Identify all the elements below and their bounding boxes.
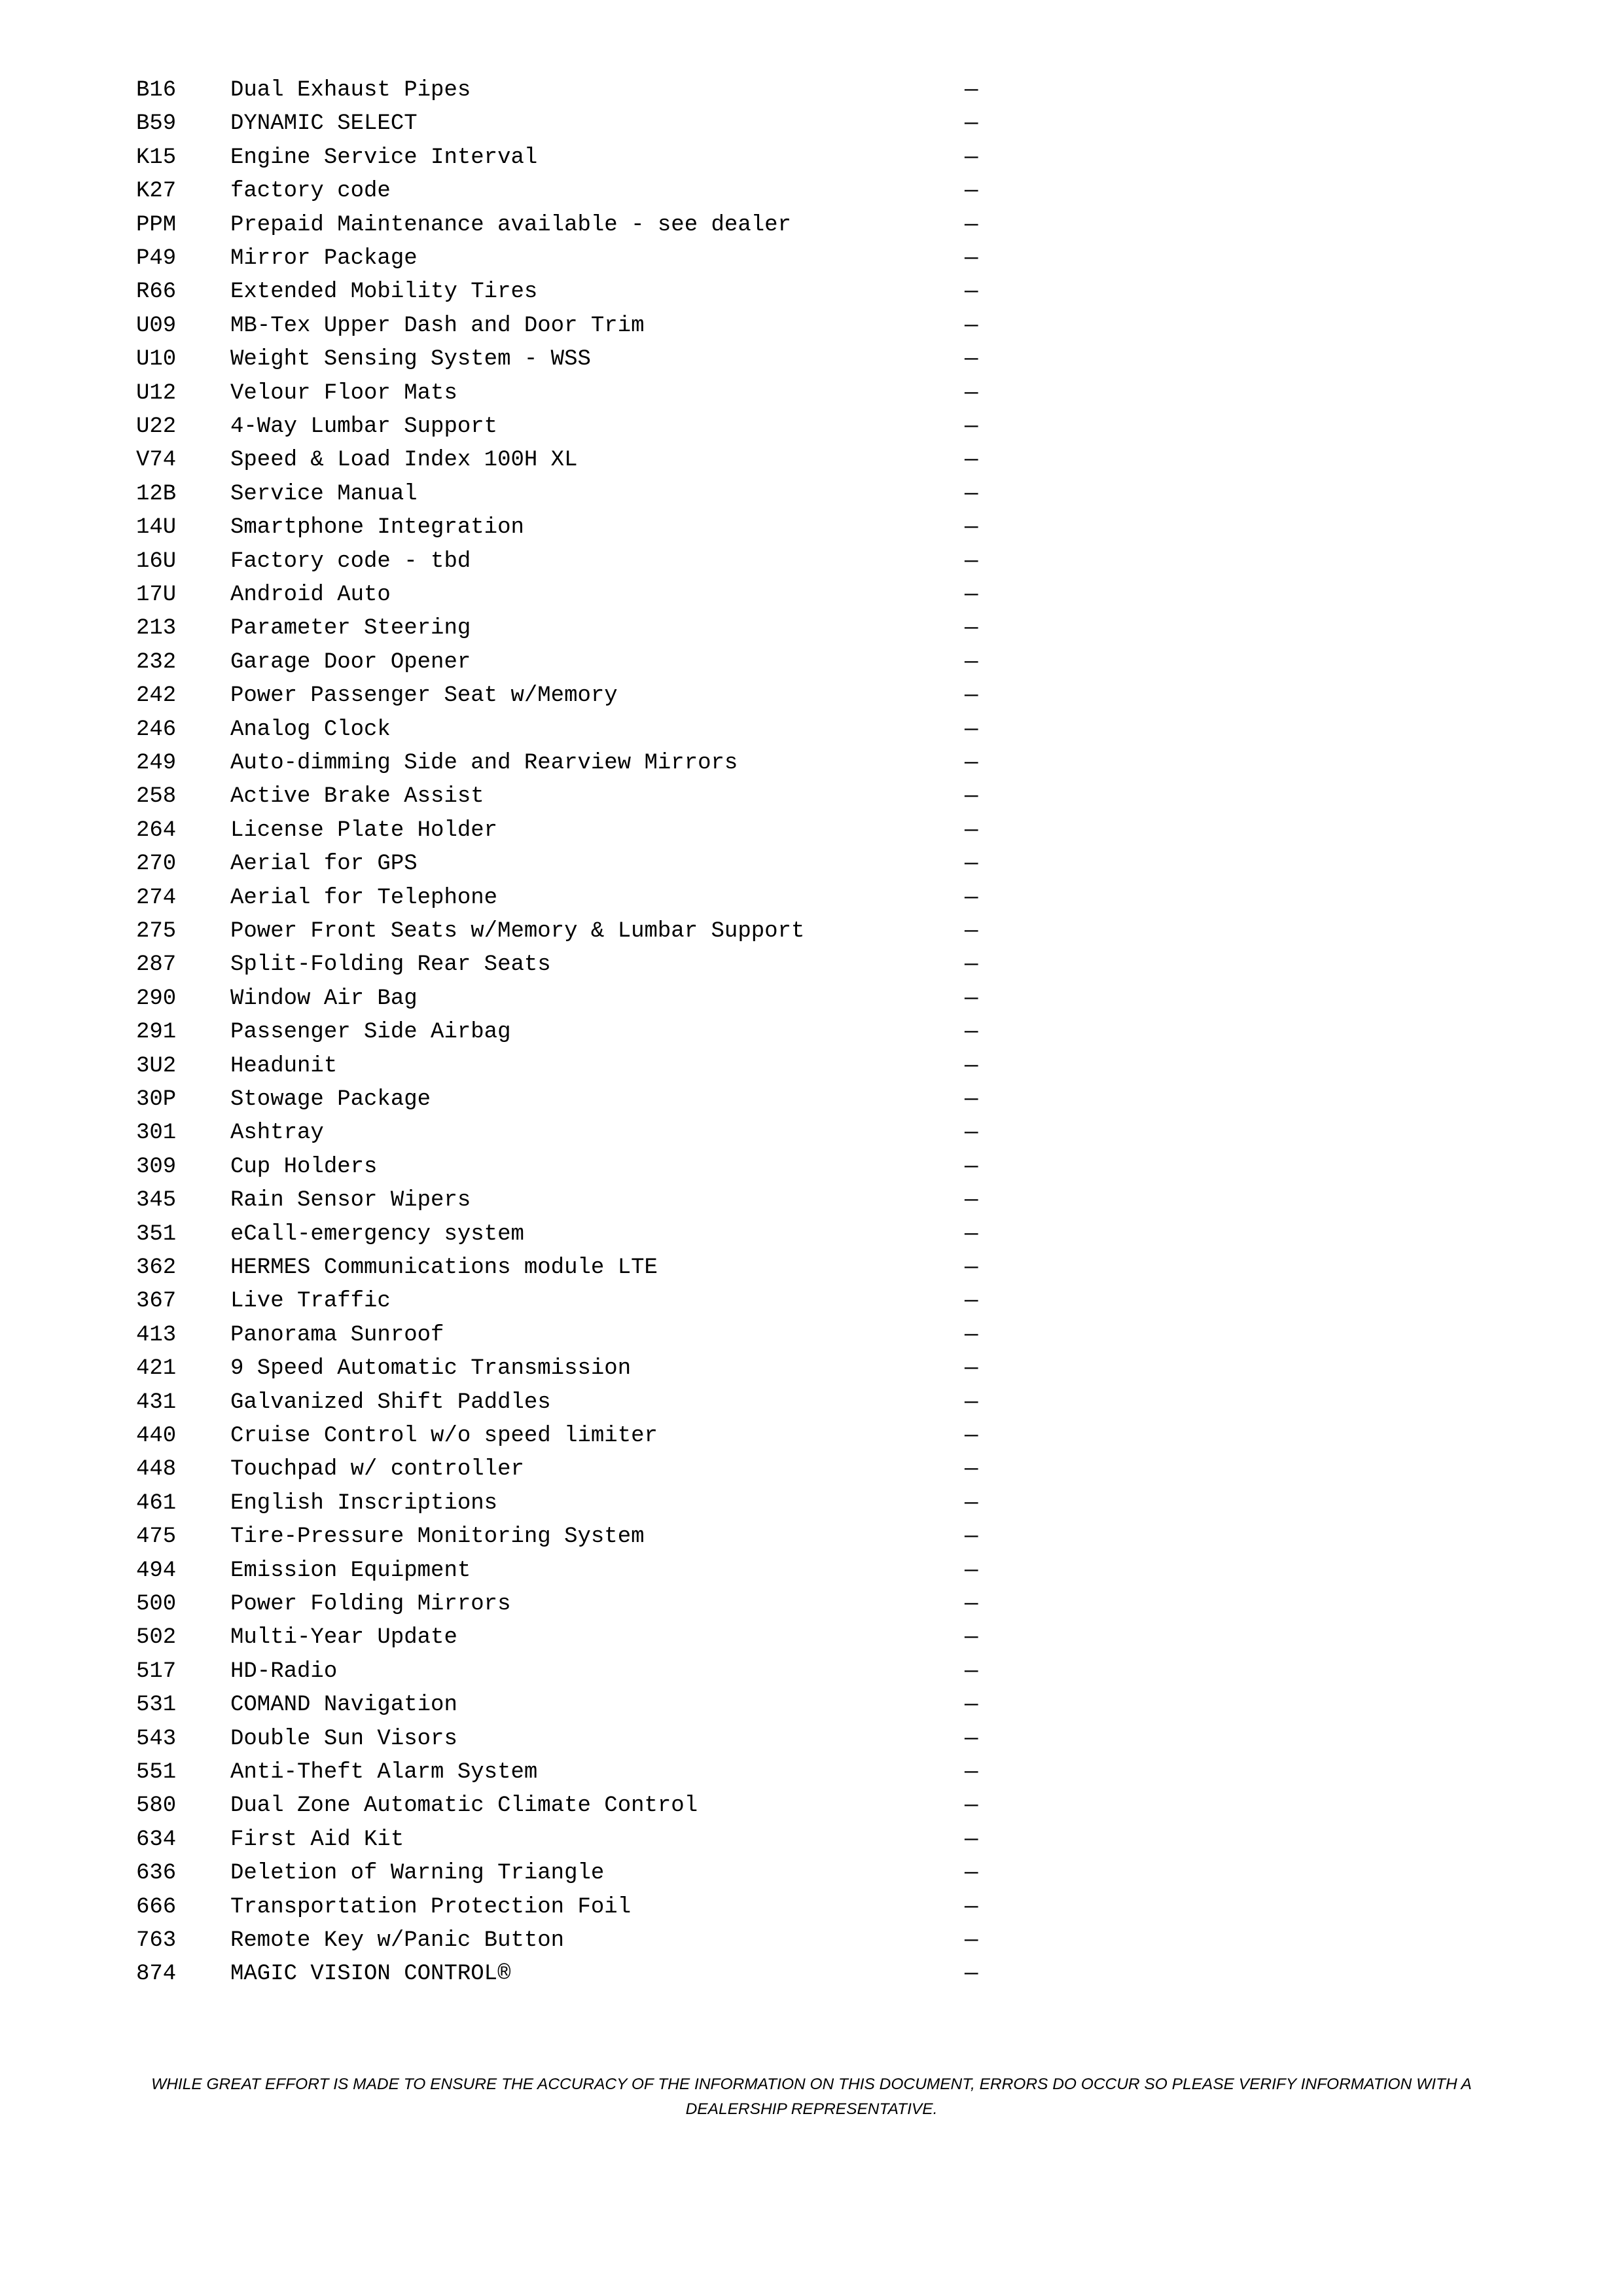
option-row [0,713,1623,747]
option-description: Window Air Bag [230,986,418,1011]
option-description: MAGIC VISION CONTROL® [230,1962,511,1987]
option-description: Live Traffic [230,1289,391,1314]
option-description: 9 Speed Automatic Transmission [230,1356,632,1382]
option-row [0,578,1623,612]
option-row [0,410,1623,444]
option-price: — [965,1255,978,1280]
option-price: — [965,145,978,170]
option-row [0,1688,1623,1722]
option-description: Double Sun Visors [230,1726,457,1751]
option-row [0,1183,1623,1217]
option-description: DYNAMIC SELECT [230,111,418,137]
option-price: — [965,1053,978,1079]
option-row [0,545,1623,579]
option-price: — [965,919,978,944]
option-code: 291 [136,1020,177,1045]
option-code: 3U2 [136,1053,177,1079]
option-row [0,1621,1623,1655]
option-row [0,814,1623,848]
option-row [0,780,1623,814]
option-price: — [965,1760,978,1785]
option-row [0,1150,1623,1184]
option-row [0,376,1623,410]
option-price: — [965,313,978,338]
option-price: — [965,1322,978,1348]
option-description: Tire-Pressure Monitoring System [230,1524,645,1550]
option-description: Aerial for GPS [230,852,418,877]
option-price: — [965,414,978,439]
option-description: Power Passenger Seat w/Memory [230,683,618,709]
option-code: R66 [136,279,177,305]
option-description: factory code [230,179,391,204]
option-price: — [965,481,978,507]
option-row [0,1116,1623,1150]
option-description: Passenger Side Airbag [230,1020,511,1045]
option-code: 440 [136,1424,177,1448]
option-code: 258 [136,784,177,810]
option-code: 290 [136,986,177,1011]
option-description: Prepaid Maintenance available - see dealer [230,212,791,238]
option-row [0,611,1623,645]
option-row [0,1655,1623,1689]
disclaimer-line-2: DEALERSHIP REPRESENTATIVE. [685,2100,938,2118]
option-row [0,1217,1623,1251]
option-code: 431 [136,1390,177,1415]
disclaimer-line-1: WHILE GREAT EFFORT IS MADE TO ENSURE THE ACCURACY OF THE INFORMATION ON THIS DOCUMENT, ERRORS DO OCCUR SO PLEASE VERIFY INFORMATION WITH A [151,2075,1472,2093]
option-code: 30P [136,1087,177,1112]
option-code: 213 [136,616,177,641]
option-row [0,275,1623,309]
disclaimer [151,2072,1472,2122]
option-price: — [965,1020,978,1045]
option-description: MB-Tex Upper Dash and Door Trim [230,313,645,338]
option-description: Active Brake Assist [230,784,484,810]
option-row [0,107,1623,141]
option-description: Touchpad w/ controller [230,1457,524,1482]
option-description: First Aid Kit [230,1827,404,1852]
option-price: — [965,380,978,406]
option-code: 634 [136,1827,177,1852]
option-description: Dual Zone Automatic Climate Control [230,1793,698,1819]
option-code: 531 [136,1693,177,1718]
option-price: — [965,1693,978,1718]
option-code: 763 [136,1928,177,1953]
option-code: 367 [136,1289,177,1314]
option-description: Anti-Theft Alarm System [230,1760,538,1785]
option-row [0,679,1623,713]
option-row [0,948,1623,982]
option-description: Headunit [230,1053,338,1079]
option-code: U09 [136,313,177,338]
option-description: Dual Exhaust Pipes [230,78,471,103]
option-description: Deletion of Warning Triangle [230,1861,605,1886]
option-price: — [965,515,978,541]
option-price: — [965,885,978,910]
option-row [0,1722,1623,1756]
option-price: — [965,111,978,137]
option-code: 309 [136,1154,177,1179]
option-description: Garage Door Opener [230,649,471,675]
option-description: HERMES Communications module LTE [230,1255,658,1280]
option-row [0,1251,1623,1285]
option-description: HD-Radio [230,1659,338,1684]
option-price: — [965,1659,978,1684]
option-description: Cup Holders [230,1154,378,1179]
option-price: — [965,1221,978,1247]
option-code: 551 [136,1760,177,1785]
option-row [0,847,1623,881]
option-code: 287 [136,952,177,978]
option-code: 502 [136,1625,177,1651]
option-row [0,174,1623,208]
option-code: U22 [136,414,177,439]
option-code: PPM [136,212,177,238]
option-price: — [965,1390,978,1415]
option-row [0,141,1623,175]
option-code: V74 [136,448,177,473]
option-price: — [965,649,978,675]
option-description: Remote Key w/Panic Button [230,1928,565,1953]
option-code: 666 [136,1894,177,1920]
option-description: License Plate Holder [230,817,498,843]
option-row [0,477,1623,511]
option-description: Service Manual [230,481,418,507]
option-row [0,1856,1623,1890]
option-price: — [965,1490,978,1516]
option-description: Emission Equipment [230,1558,471,1583]
option-row [0,73,1623,107]
option-price: — [965,246,978,271]
option-price: — [965,78,978,103]
option-description: Parameter Steering [230,616,471,641]
option-row [0,1486,1623,1520]
option-row [0,1823,1623,1857]
option-code: 517 [136,1659,177,1684]
option-row [0,914,1623,948]
option-code: 232 [136,649,177,675]
option-row [0,242,1623,276]
option-price: — [965,279,978,305]
option-description: Android Auto [230,583,391,607]
option-price: — [965,548,978,574]
option-code: 874 [136,1962,177,1987]
option-code: 421 [136,1356,177,1382]
option-price: — [965,717,978,742]
option-code: 246 [136,717,177,742]
option-row [0,342,1623,376]
option-code: 345 [136,1188,177,1213]
option-code: U10 [136,347,177,372]
option-price: — [965,1861,978,1886]
option-description: COMAND Navigation [230,1693,457,1718]
option-description: Aerial for Telephone [230,885,498,910]
option-code: 448 [136,1457,177,1482]
option-code: 301 [136,1121,177,1146]
option-description: Rain Sensor Wipers [230,1188,471,1213]
option-code: 494 [136,1558,177,1583]
option-description: 4-Way Lumbar Support [230,414,498,439]
option-price: — [965,1154,978,1179]
option-row [0,1318,1623,1352]
option-code: B59 [136,111,177,137]
option-description: Auto-dimming Side and Rearview Mirrors [230,751,738,776]
option-row [0,1049,1623,1083]
option-price: — [965,683,978,709]
option-description: Galvanized Shift Paddles [230,1390,551,1415]
option-row [0,1083,1623,1117]
option-price: — [965,1524,978,1550]
option-price: — [965,1121,978,1146]
option-description: Factory code - tbd [230,548,471,574]
option-price: — [965,1962,978,1987]
option-description: English Inscriptions [230,1490,498,1516]
option-description: Analog Clock [230,717,391,742]
option-row [0,511,1623,545]
option-row [0,208,1623,242]
option-price: — [965,952,978,978]
option-price: — [965,1625,978,1651]
option-code: 242 [136,683,177,709]
option-price: — [965,1928,978,1953]
option-description: Engine Service Interval [230,145,538,170]
option-row [0,1890,1623,1924]
option-code: 12B [136,481,177,507]
option-description: Panorama Sunroof [230,1322,444,1348]
option-code: 17U [136,583,177,607]
option-code: P49 [136,246,177,271]
option-code: 16U [136,548,177,574]
option-code: 249 [136,751,177,776]
option-description: Transportation Protection Foil [230,1894,632,1920]
option-price: — [965,1087,978,1112]
option-row [0,1520,1623,1554]
option-code: 580 [136,1793,177,1819]
option-price: — [965,212,978,238]
option-price: — [965,448,978,473]
option-description: eCall-emergency system [230,1221,524,1247]
option-price: — [965,347,978,372]
option-price: — [965,1356,978,1382]
option-code: 461 [136,1490,177,1516]
option-price: — [965,1827,978,1852]
option-code: 500 [136,1592,177,1617]
option-price: — [965,583,978,607]
option-row [0,1284,1623,1318]
option-code: 475 [136,1524,177,1550]
option-price: — [965,1894,978,1920]
option-description: Mirror Package [230,246,418,271]
option-row [0,443,1623,477]
option-code: 14U [136,515,177,541]
option-code: U12 [136,380,177,406]
option-row [0,1386,1623,1420]
option-description: Weight Sensing System - WSS [230,347,591,372]
option-row [0,982,1623,1016]
option-description: Power Folding Mirrors [230,1592,511,1617]
option-row [0,309,1623,343]
option-row [0,1554,1623,1588]
option-row [0,746,1623,780]
option-code: 413 [136,1322,177,1348]
option-price: — [965,1457,978,1482]
option-code: 543 [136,1726,177,1751]
option-row [0,881,1623,915]
option-description: Stowage Package [230,1087,431,1112]
option-row [0,1755,1623,1789]
option-price: — [965,986,978,1011]
option-description: Smartphone Integration [230,515,524,541]
option-price: — [965,852,978,877]
option-description: Power Front Seats w/Memory & Lumbar Support [230,919,805,944]
option-price: — [965,1289,978,1314]
option-price: — [965,751,978,776]
option-price: — [965,1424,978,1448]
option-row [0,1957,1623,1991]
option-row [0,1419,1623,1453]
option-row [0,1789,1623,1823]
option-row [0,1924,1623,1958]
option-row [0,1452,1623,1486]
option-description: Ashtray [230,1121,324,1146]
option-description: Speed & Load Index 100H XL [230,448,578,473]
option-code: K15 [136,145,177,170]
option-description: Velour Floor Mats [230,380,457,406]
option-code: 270 [136,852,177,877]
option-code: 275 [136,919,177,944]
option-description: Cruise Control w/o speed limiter [230,1424,658,1448]
option-price: — [965,784,978,810]
option-row [0,1015,1623,1049]
option-price: — [965,1188,978,1213]
option-code: 351 [136,1221,177,1247]
option-price: — [965,1592,978,1617]
option-row [0,1352,1623,1386]
option-description: Multi-Year Update [230,1625,457,1651]
option-code: 264 [136,817,177,843]
option-price: — [965,616,978,641]
option-code: 362 [136,1255,177,1280]
option-row [0,1587,1623,1621]
option-price: — [965,817,978,843]
option-price: — [965,179,978,204]
option-code: K27 [136,179,177,204]
option-description: Split-Folding Rear Seats [230,952,551,978]
option-price: — [965,1793,978,1819]
option-code: B16 [136,78,177,103]
option-description: Extended Mobility Tires [230,279,538,305]
option-code: 274 [136,885,177,910]
option-price: — [965,1726,978,1751]
option-price: — [965,1558,978,1583]
option-row [0,645,1623,679]
option-code: 636 [136,1861,177,1886]
